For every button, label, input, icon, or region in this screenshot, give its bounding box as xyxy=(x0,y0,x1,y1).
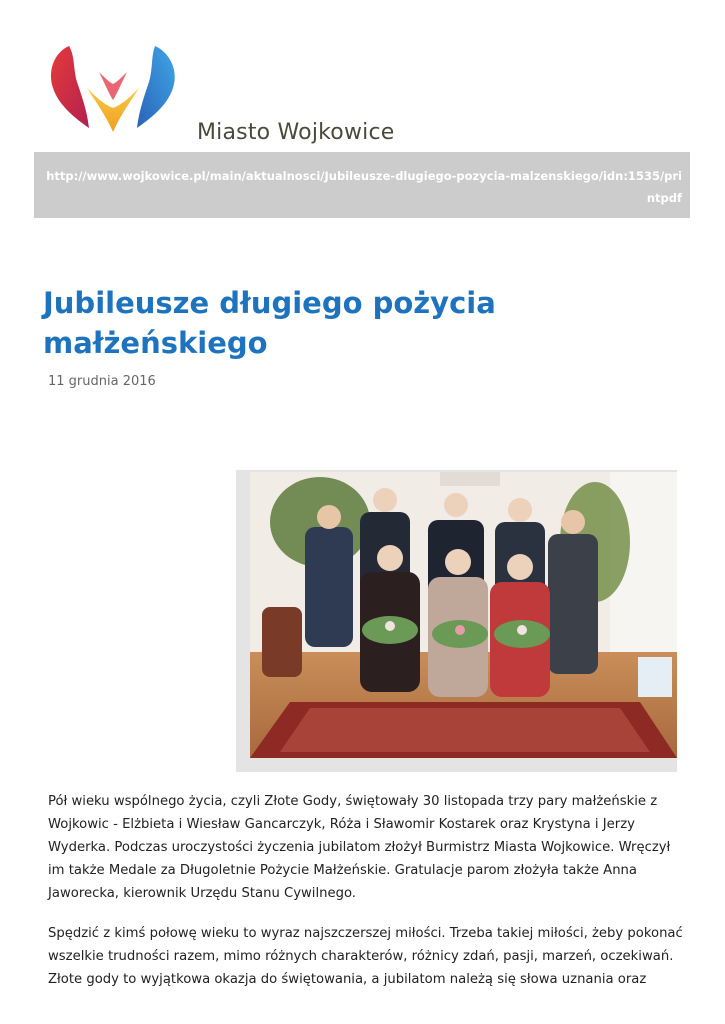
article-body xyxy=(48,790,688,1008)
article-date: 11 grudnia 2016 xyxy=(48,374,156,389)
article-paragraph-2: Spędzić z kimś połowę wieku to wyraz najszczerszej miłości. Trzeba takiej miłości, żeby pokonać wszelkie trudności razem, mimo różnych charakterów, różnicy zdań, pasji, marzeń, oczekiwań. Złote gody to wyjątkowa okazja do świętowania, a jubilatom należą się słowa uznania oraz xyxy=(48,926,683,987)
source-url-bar xyxy=(34,152,690,218)
article-photo xyxy=(250,472,677,758)
source-url[interactable]: http://www.wojkowice.pl/main/aktualnosci/Jubileusze-dlugiego-pozycia-malzenskiego/idn:1535/printpdf xyxy=(46,169,682,205)
article-title: Jubileusze długiego pożycia małżeńskiego xyxy=(43,286,496,360)
article-photo-frame xyxy=(236,470,677,772)
site-name: Miasto Wojkowice xyxy=(197,120,395,145)
wojkowice-logo[interactable] xyxy=(47,44,179,134)
article-paragraph-1: Pół wieku wspólnego życia, czyli Złote Gody, świętowały 30 listopada trzy pary małżeńskie z Wojkowic - Elżbieta i Wiesław Gancarczyk, Róża i Sławomir Kostarek oraz Krystyna i Jerzy Wyderka. Podczas uroczystości życzenia jubilatom złożył Burmistrz Miasta Wojkowice. Wręczył im także Medale za Długoletnie Pożycie Małżeńskie. Gratulacje parom złożyła także Anna Jaworecka, kierownik Urzędu Stanu Cywilnego. xyxy=(48,794,671,901)
